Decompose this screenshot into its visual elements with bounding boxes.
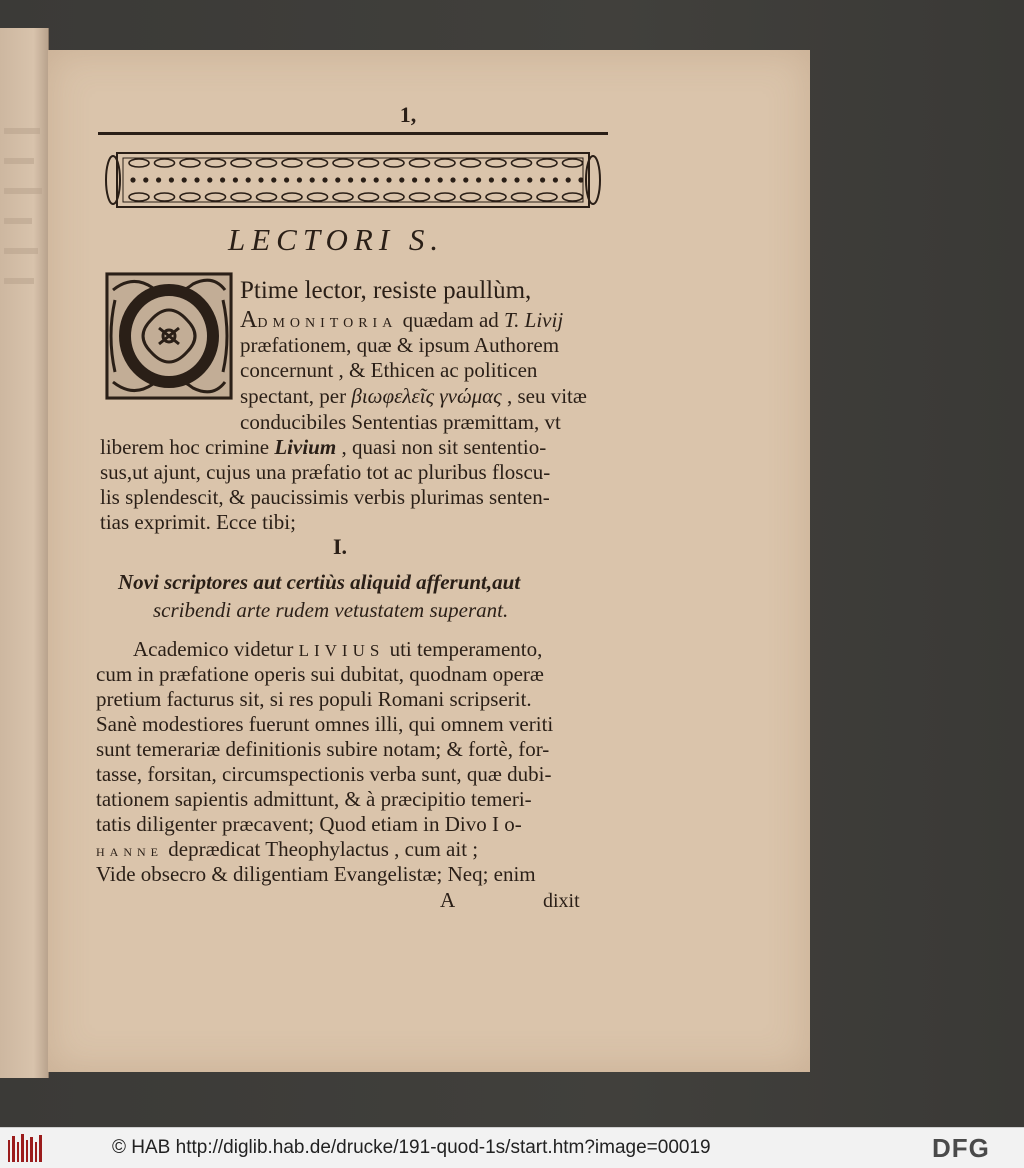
text-line: sunt temerariæ definitionis subire notam; & fortè, for- xyxy=(96,737,550,761)
text-line: sus,ut ajunt, cujus una præfatio tot ac pluribus floscu- xyxy=(100,460,551,484)
text-line: Sanè modestiores fuerunt omnes illi, qui omnem veriti xyxy=(96,712,554,736)
footer-copyright: © HAB http://diglib.hab.de/drucke/191-quod-1s/start.htm?image=00019 xyxy=(112,1137,711,1158)
text-line: ADMONITORIA quædam ad T. Livij xyxy=(240,307,564,333)
chapter-heading: Novi scriptores aut certiùs aliquid afferunt,aut xyxy=(118,570,521,594)
catchword: dixit xyxy=(543,890,580,912)
text-line: lis splendescit, & paucissimis verbis plurimas senten- xyxy=(100,485,550,509)
text-line: Academico videtur LIVIUS uti temperamento, xyxy=(133,637,543,661)
text-line: HANNE deprædicat Theophylactus , cum ait ; xyxy=(96,837,479,861)
text-line: conducibiles Sententias præmittam, vt xyxy=(240,410,561,434)
text-line: Vide obsecro & diligentiam Evangelistæ; Neq; enim xyxy=(96,862,536,886)
footer-bar xyxy=(0,1127,1024,1168)
text-line: cum in præfatione operis sui dubitat, quodnam operæ xyxy=(96,662,544,686)
ornament-band xyxy=(103,150,603,210)
text-line: concernunt , & Ethicen ac politicen xyxy=(240,358,538,382)
page-signature: 1, xyxy=(399,102,417,127)
text-line: Ptime lector, resiste paullùm, xyxy=(240,277,532,304)
text-line: tationem sapientis admittunt, & à præcipitio temeri- xyxy=(96,787,532,811)
text-line: pretium facturus sit, si res populi Romani scripserit. xyxy=(96,687,532,711)
text-line: tatis diligenter præcavent; Quod etiam in Divo I o- xyxy=(96,812,522,836)
previous-page-edge xyxy=(0,28,49,1078)
dfg-logo: DFG xyxy=(932,1133,990,1163)
catch-signature: A xyxy=(440,888,456,912)
header-rule xyxy=(98,132,608,135)
book-page xyxy=(48,50,810,1072)
hab-barcode-logo xyxy=(6,1132,46,1164)
text-line: liberem hoc crimine Livium , quasi non sit sententio- xyxy=(100,435,547,459)
decorated-initial-o xyxy=(103,270,235,402)
section-heading: LECTORI S. xyxy=(228,222,445,257)
chapter-heading-continued: scribendi arte rudem vetustatem superant. xyxy=(153,598,509,622)
text-line: tias exprimit. Ecce tibi; xyxy=(100,510,296,534)
text-line: spectant, per βιωφελεῖς γνώμας , seu vitæ xyxy=(240,384,587,408)
chapter-number: I. xyxy=(333,534,348,559)
text-line: tasse, forsitan, circumspectionis verba sunt, quæ dubi- xyxy=(96,762,552,786)
text-line: præfationem, quæ & ipsum Authorem xyxy=(240,333,560,357)
